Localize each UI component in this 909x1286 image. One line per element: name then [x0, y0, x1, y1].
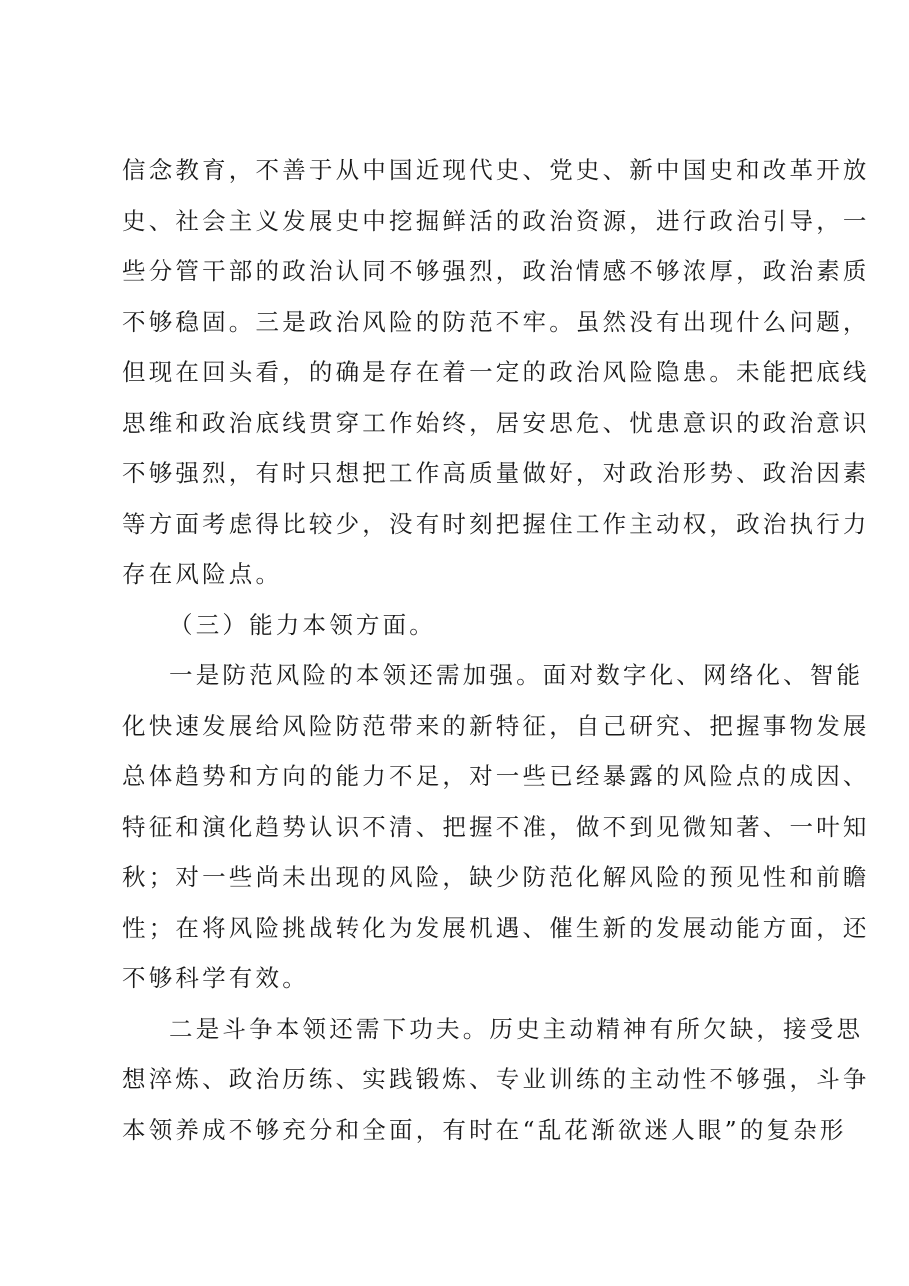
text-line: 不够科学有效。: [122, 964, 309, 992]
paragraph-first-line: 二是斗争本领还需下功夫。历史主动精神有所欠缺，接受思: [169, 1014, 864, 1043]
text-line: 本领养成不够充分和全面，有时在“乱花渐欲迷人眼”的复杂形: [122, 1115, 847, 1144]
text-line: 信念教育，不善于从中国近现代史、党史、新中国史和改革开放: [122, 156, 870, 184]
text-line: 不够稳固。三是政治风险的防范不牢。虽然没有出现什么问题，: [122, 307, 870, 336]
text-line: 等方面考虑得比较少，没有时刻把握住工作主动权，政治执行力: [122, 509, 870, 538]
paragraph-first-line: 一是防范风险的本领还需加强。面对数字化、网络化、智能: [169, 661, 864, 689]
section-heading: （三）能力本领方面。: [169, 610, 436, 639]
text-line: 总体趋势和方向的能力不足，对一些已经暴露的风险点的成因、: [122, 762, 870, 790]
text-line: 想淬炼、政治历练、实践锻炼、专业训练的主动性不够强，斗争: [122, 1065, 870, 1093]
text-line: 但现在回头看，的确是存在着一定的政治风险隐患。未能把底线: [122, 358, 870, 386]
text-line: 性；在将风险挑战转化为发展机遇、催生新的发展动能方面，还: [122, 913, 870, 942]
text-line: 些分管干部的政治认同不够强烈，政治情感不够浓厚，政治素质: [122, 257, 870, 285]
text-line: 思维和政治底线贯穿工作始终，居安思危、忧患意识的政治意识: [122, 408, 870, 437]
text-line: 存在风险点。: [122, 560, 283, 588]
document-body: [122, 145, 870, 1155]
text-line: 史、社会主义发展史中挖掘鲜活的政治资源，进行政治引导，一: [122, 206, 870, 235]
text-line: 不够强烈，有时只想把工作高质量做好，对政治形势、政治因素: [122, 459, 870, 487]
text-line: 特征和演化趋势认识不清、把握不准，做不到见微知著、一叶知: [122, 812, 870, 841]
text-line: 秋；对一些尚未出现的风险，缺少防范化解风险的预见性和前瞻: [122, 863, 870, 891]
text-line: 化快速发展给风险防范带来的新特征，自己研究、把握事物发展: [122, 711, 870, 740]
